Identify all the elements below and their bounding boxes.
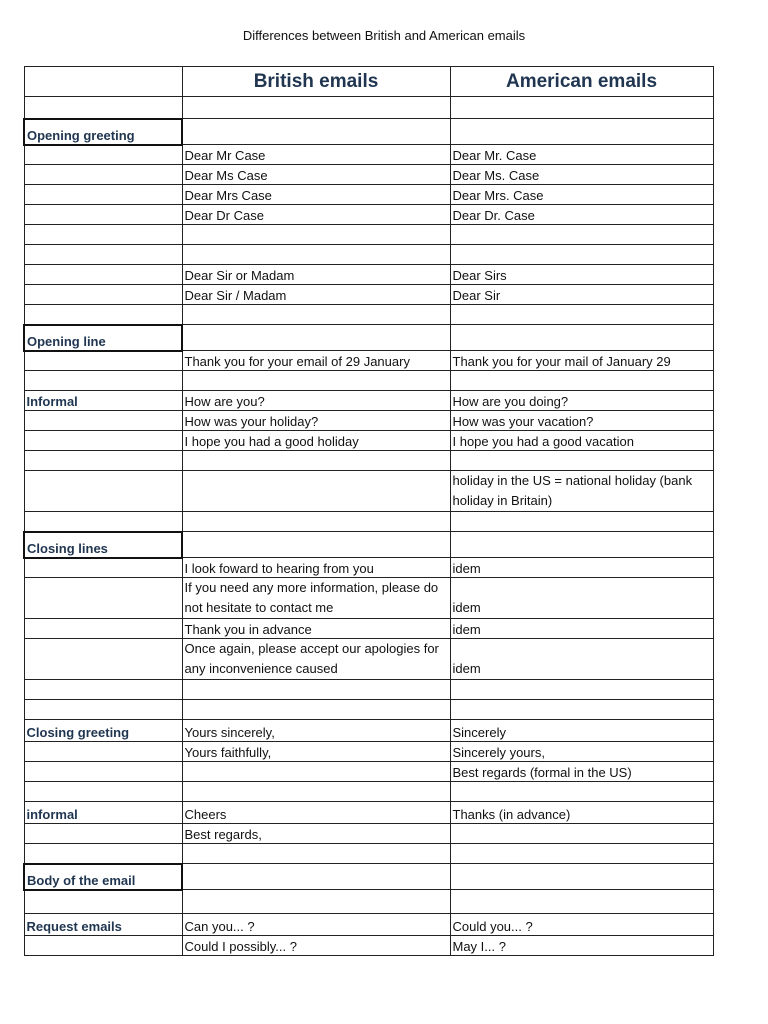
table-row (24, 936, 713, 956)
row-label-cell (24, 471, 182, 512)
british-cell (182, 97, 450, 119)
row-label-cell (24, 371, 182, 391)
row-label-cell (24, 451, 182, 471)
header-blank-cell (24, 67, 182, 97)
american-cell: Could you... ? (450, 914, 713, 936)
american-cell (450, 680, 713, 700)
british-cell (182, 471, 450, 512)
row-label-cell (24, 619, 182, 639)
table-row (24, 471, 713, 512)
american-cell (450, 890, 713, 914)
page-title: Differences between British and American emails (242, 28, 526, 43)
row-label-cell: informal (24, 802, 182, 824)
british-cell (182, 225, 450, 245)
row-label-cell: Closing greeting (24, 720, 182, 742)
american-cell (450, 245, 713, 265)
british-cell: Thank you in advance (182, 619, 450, 639)
british-cell: Thank you for your email of 29 January (182, 351, 450, 371)
row-label-cell (24, 351, 182, 371)
british-cell (182, 451, 450, 471)
american-cell (450, 97, 713, 119)
table-row (24, 97, 713, 119)
row-label-cell (24, 742, 182, 762)
row-label-cell (24, 844, 182, 864)
table-row (24, 639, 713, 680)
british-cell: How was your holiday? (182, 411, 450, 431)
american-cell (450, 371, 713, 391)
american-cell (450, 512, 713, 532)
table-row (24, 205, 713, 225)
british-cell (182, 532, 450, 558)
header-american: American emails (450, 67, 713, 97)
american-cell: Dear Sirs (450, 265, 713, 285)
american-cell: I hope you had a good vacation (450, 431, 713, 451)
british-cell: I hope you had a good holiday (182, 431, 450, 451)
american-cell: Dear Sir (450, 285, 713, 305)
table-row (24, 411, 713, 431)
row-label-cell (24, 680, 182, 700)
row-label-cell (24, 285, 182, 305)
british-cell: Dear Ms Case (182, 165, 450, 185)
british-cell (182, 762, 450, 782)
american-cell (450, 305, 713, 325)
american-cell: Dear Ms. Case (450, 165, 713, 185)
british-cell: Yours faithfully, (182, 742, 450, 762)
american-cell: Best regards (formal in the US) (450, 762, 713, 782)
row-label-cell (24, 205, 182, 225)
row-label-cell (24, 782, 182, 802)
british-cell (182, 864, 450, 890)
british-cell (182, 700, 450, 720)
row-label-cell (24, 305, 182, 325)
british-cell (182, 512, 450, 532)
british-cell (182, 325, 450, 351)
table-row (24, 325, 713, 351)
row-label-cell (24, 936, 182, 956)
table-row (24, 225, 713, 245)
american-cell: idem (450, 578, 713, 619)
american-cell: holiday in the US = national holiday (bank holiday in Britain) (450, 471, 713, 512)
american-cell (450, 700, 713, 720)
table-row (24, 762, 713, 782)
table-row (24, 245, 713, 265)
table-row (24, 782, 713, 802)
table-row (24, 802, 713, 824)
row-label-cell: Informal (24, 391, 182, 411)
american-cell (450, 451, 713, 471)
british-cell: Dear Sir / Madam (182, 285, 450, 305)
british-cell (182, 371, 450, 391)
row-label-cell (24, 97, 182, 119)
british-cell (182, 680, 450, 700)
british-cell (182, 782, 450, 802)
row-label-cell (24, 265, 182, 285)
table-body (24, 67, 713, 956)
table-row (24, 305, 713, 325)
table-row (24, 351, 713, 371)
british-cell (182, 305, 450, 325)
table-row (24, 824, 713, 844)
table-row (24, 431, 713, 451)
british-cell (182, 890, 450, 914)
british-cell: Dear Mr Case (182, 145, 450, 165)
row-label-cell (24, 165, 182, 185)
row-label-cell: Opening line (24, 325, 182, 351)
table-row (24, 285, 713, 305)
american-cell (450, 119, 713, 145)
row-label-cell (24, 411, 182, 431)
british-cell: Could I possibly... ? (182, 936, 450, 956)
table-row (24, 578, 713, 619)
american-cell (450, 844, 713, 864)
row-label-cell (24, 824, 182, 844)
american-cell (450, 864, 713, 890)
row-label-cell (24, 185, 182, 205)
table-row (24, 720, 713, 742)
table-row (24, 119, 713, 145)
british-cell: Yours sincerely, (182, 720, 450, 742)
table-row (24, 914, 713, 936)
table-row (24, 165, 713, 185)
row-label-cell (24, 145, 182, 165)
british-cell: Dear Sir or Madam (182, 265, 450, 285)
row-label-cell: Request emails (24, 914, 182, 936)
table-row (24, 265, 713, 285)
american-cell: How was your vacation? (450, 411, 713, 431)
american-cell (450, 225, 713, 245)
american-cell (450, 532, 713, 558)
row-label-cell: Closing lines (24, 532, 182, 558)
american-cell: idem (450, 558, 713, 578)
table-row (24, 864, 713, 890)
row-label-cell (24, 700, 182, 720)
american-cell: Dear Mr. Case (450, 145, 713, 165)
american-cell: May I... ? (450, 936, 713, 956)
row-label-cell (24, 762, 182, 782)
american-cell: idem (450, 639, 713, 680)
british-cell: I look foward to hearing from you (182, 558, 450, 578)
row-label-cell (24, 639, 182, 680)
british-cell: Dear Mrs Case (182, 185, 450, 205)
row-label-cell (24, 225, 182, 245)
american-cell: Dear Dr. Case (450, 205, 713, 225)
row-label-cell (24, 558, 182, 578)
american-cell: Thank you for your mail of January 29 (450, 351, 713, 371)
american-cell (450, 824, 713, 844)
american-cell (450, 782, 713, 802)
header-row (24, 67, 713, 97)
british-cell: Can you... ? (182, 914, 450, 936)
row-label-cell: Body of the email (24, 864, 182, 890)
british-cell (182, 245, 450, 265)
british-cell: Best regards, (182, 824, 450, 844)
british-cell: How are you? (182, 391, 450, 411)
table-row (24, 371, 713, 391)
table-row (24, 451, 713, 471)
table-row (24, 145, 713, 165)
table-row (24, 532, 713, 558)
header-british: British emails (182, 67, 450, 97)
british-cell: Cheers (182, 802, 450, 824)
table-row (24, 619, 713, 639)
comparison-table (23, 66, 714, 956)
table-row (24, 185, 713, 205)
american-cell: Dear Mrs. Case (450, 185, 713, 205)
british-cell (182, 119, 450, 145)
table-row (24, 512, 713, 532)
american-cell: Sincerely (450, 720, 713, 742)
row-label-cell (24, 431, 182, 451)
american-cell: Sincerely yours, (450, 742, 713, 762)
table-row (24, 844, 713, 864)
row-label-cell (24, 512, 182, 532)
row-label-cell (24, 578, 182, 619)
row-label-cell (24, 890, 182, 914)
american-cell: Thanks (in advance) (450, 802, 713, 824)
british-cell: Dear Dr Case (182, 205, 450, 225)
row-label-cell: Opening greeting (24, 119, 182, 145)
table-row (24, 391, 713, 411)
table-row (24, 890, 713, 914)
british-cell: If you need any more information, please do not hesitate to contact me (182, 578, 450, 619)
table-row (24, 680, 713, 700)
american-cell: idem (450, 619, 713, 639)
table-row (24, 700, 713, 720)
table-row (24, 742, 713, 762)
american-cell (450, 325, 713, 351)
table-row (24, 558, 713, 578)
british-cell (182, 844, 450, 864)
british-cell: Once again, please accept our apologies for any inconvenience caused (182, 639, 450, 680)
row-label-cell (24, 245, 182, 265)
american-cell: How are you doing? (450, 391, 713, 411)
